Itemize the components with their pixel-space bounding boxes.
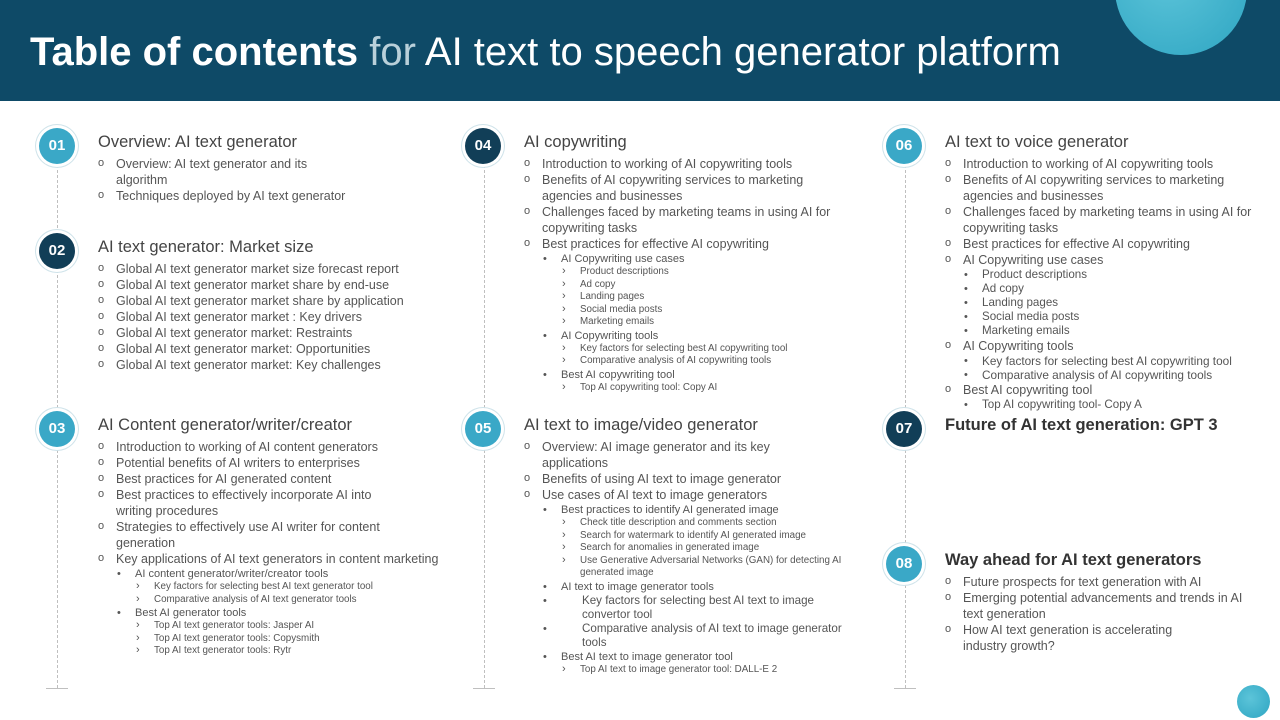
section-number-05: 05 [465, 411, 501, 447]
list-item: o Global AI text generator market share by end-use [98, 277, 443, 293]
title-for: for [369, 30, 416, 74]
list-item: o Best practices to effectively incorporate AI into writing procedures [98, 487, 391, 519]
sub-list-item: • Best AI copywriting tool [524, 369, 859, 382]
sub-sub-list-item: › Key factors for selecting best AI copywriting tool [524, 343, 859, 356]
section-02 [98, 237, 443, 373]
sub-sub-list-item: › Landing pages [524, 291, 859, 304]
list-item: o Global AI text generator market: Opportunities [98, 341, 443, 357]
section-title: AI text generator: Market size [98, 238, 314, 256]
list-item: o Benefits of AI copywriting services to marketing agencies and businesses [945, 172, 1263, 204]
list-item: o AI Copywriting tools [945, 338, 1265, 354]
sub-sub-list-item: › Top AI text generator tools: Jasper AI [98, 620, 463, 633]
sub-sub-list-item: › Comparative analysis of AI text generator tools [98, 594, 463, 607]
sub-list-item: • AI Copywriting use cases [524, 253, 859, 266]
section-number-03: 03 [39, 411, 75, 447]
timeline-cap-right [894, 688, 916, 689]
sub-list-item: • Social media posts [945, 310, 1265, 324]
list-item: o Global AI text generator market : Key drivers [98, 309, 443, 325]
section-title: AI copywriting [524, 133, 627, 151]
timeline-cap-middle [473, 688, 495, 689]
list-item: o Global AI text generator market: Key challenges [98, 357, 443, 373]
list-item: o Global AI text generator market size forecast report [98, 261, 443, 277]
sub-sub-list-item: › Ad copy [524, 279, 859, 292]
sub-list-item: • Key factors for selecting best AI copywriting tool [945, 354, 1265, 368]
section-07 [945, 415, 1265, 439]
section-title: AI Content generator/writer/creator [98, 416, 353, 434]
list-item: o Challenges faced by marketing teams in using AI for copywriting tasks [524, 204, 857, 236]
section-number-08: 08 [886, 546, 922, 582]
sub-sub-list-item: › Top AI text to image generator tool: DALL-E 2 [524, 664, 864, 677]
sub-list-item: • AI content generator/writer/creator tools [98, 568, 463, 581]
sub-sub-list-item: › Comparative analysis of AI copywriting tools [524, 355, 859, 368]
sub-sub-list-item: › Use Generative Adversarial Networks (GAN) for detecting AI generated image [524, 555, 860, 580]
list-item: o Introduction to working of AI content generators [98, 439, 463, 455]
section-title: Overview: AI text generator [98, 133, 298, 151]
section-title: Future of AI text generation: GPT 3 [945, 416, 1218, 434]
sub-list-item: • Best AI text to image generator tool [524, 651, 864, 664]
list-item: o Potential benefits of AI writers to enterprises [98, 455, 463, 471]
list-item: o Emerging potential advancements and trends in AI text generation [945, 590, 1248, 622]
section-title: AI text to voice generator [945, 133, 1129, 151]
list-item: o Benefits of using AI text to image generator [524, 471, 864, 487]
title-rest: AI text to speech generator platform [424, 30, 1061, 74]
section-number-01: 01 [39, 128, 75, 164]
timeline-cap-left [46, 688, 68, 689]
sub-list-item: • Product descriptions [945, 268, 1265, 282]
sub-sub-list-item: › Top AI copywriting tool: Copy AI [524, 382, 859, 395]
sub-sub-list-item: › Search for anomalies in generated image [524, 542, 864, 555]
list-item: o Techniques deployed by AI text generator [98, 188, 348, 204]
section-title: Way ahead for AI text generators [945, 551, 1202, 569]
list-item: o Challenges faced by marketing teams in using AI for copywriting tasks [945, 204, 1273, 236]
list-item: o Strategies to effectively use AI writer for content generation [98, 519, 406, 551]
section-number-07: 07 [886, 411, 922, 447]
sub-list-item: • Ad copy [945, 282, 1265, 296]
sub-sub-list-item: › Marketing emails [524, 316, 859, 329]
sub-sub-list-item: › Product descriptions [524, 266, 859, 279]
section-title: AI text to image/video generator [524, 416, 758, 434]
sub-list-item: • AI Copywriting tools [524, 330, 859, 343]
sub-sub-list-item: › Search for watermark to identify AI generated image [524, 530, 864, 543]
list-item: o Global AI text generator market share by application [98, 293, 443, 309]
list-item: o Key applications of AI text generators in content marketing [98, 551, 463, 567]
list-item: o Use cases of AI text to image generators [524, 487, 864, 503]
title-bold: Table of contents [30, 30, 359, 74]
sub-sub-list-item: • Key factors for selecting best AI text to image convertor tool [524, 594, 837, 622]
section-05 [524, 415, 864, 676]
sub-list-item: • Comparative analysis of AI copywriting tools [945, 368, 1265, 382]
list-item: o Future prospects for text generation with AI [945, 574, 1245, 590]
section-number-02: 02 [39, 233, 75, 269]
sub-sub-list-item: • Comparative analysis of AI text to image generator tools [524, 622, 862, 650]
section-01 [98, 132, 348, 204]
section-08 [945, 550, 1245, 654]
sub-list-item: • Marketing emails [945, 324, 1265, 338]
list-item: o Introduction to working of AI copywriting tools [524, 156, 859, 172]
sub-list-item: • Best practices to identify AI generated image [524, 504, 864, 517]
list-item: o Best practices for AI generated content [98, 471, 463, 487]
section-number-04: 04 [465, 128, 501, 164]
sub-list-item: • Top AI copywriting tool- Copy A [945, 398, 1265, 412]
list-item: o Overview: AI text generator and its algorithm [98, 156, 348, 188]
list-item: o AI Copywriting use cases [945, 252, 1265, 268]
list-item: o Best practices for effective AI copywriting [945, 236, 1265, 252]
sub-list-item: • Landing pages [945, 296, 1265, 310]
sub-sub-list-item: › Key factors for selecting best AI text generator tool [98, 581, 463, 594]
page-title [30, 28, 1061, 76]
list-item: o Best AI copywriting tool [945, 382, 1265, 398]
decorative-circle [1115, 0, 1247, 55]
decorative-corner-circle [1237, 685, 1270, 718]
section-04 [524, 132, 859, 394]
list-item: o Best practices for effective AI copywriting [524, 236, 859, 252]
list-item: o Overview: AI image generator and its key applications [524, 439, 812, 471]
sub-sub-list-item: › Top AI text generator tools: Copysmith [98, 633, 463, 646]
list-item: o Global AI text generator market: Restraints [98, 325, 443, 341]
header-banner [0, 0, 1280, 101]
section-06 [945, 132, 1265, 412]
list-item: o Benefits of AI copywriting services to marketing agencies and businesses [524, 172, 842, 204]
sub-sub-list-item: › Social media posts [524, 304, 859, 317]
section-03 [98, 415, 463, 658]
sub-sub-list-item: › Top AI text generator tools: Rytr [98, 645, 463, 658]
sub-sub-list-item: › Check title description and comments section [524, 517, 864, 530]
list-item: o Introduction to working of AI copywriting tools [945, 156, 1265, 172]
sub-list-item: • Best AI generator tools [98, 607, 463, 620]
section-number-06: 06 [886, 128, 922, 164]
list-item: o How AI text generation is accelerating industry growth? [945, 622, 1213, 654]
sub-list-item: • AI text to image generator tools [524, 581, 864, 594]
